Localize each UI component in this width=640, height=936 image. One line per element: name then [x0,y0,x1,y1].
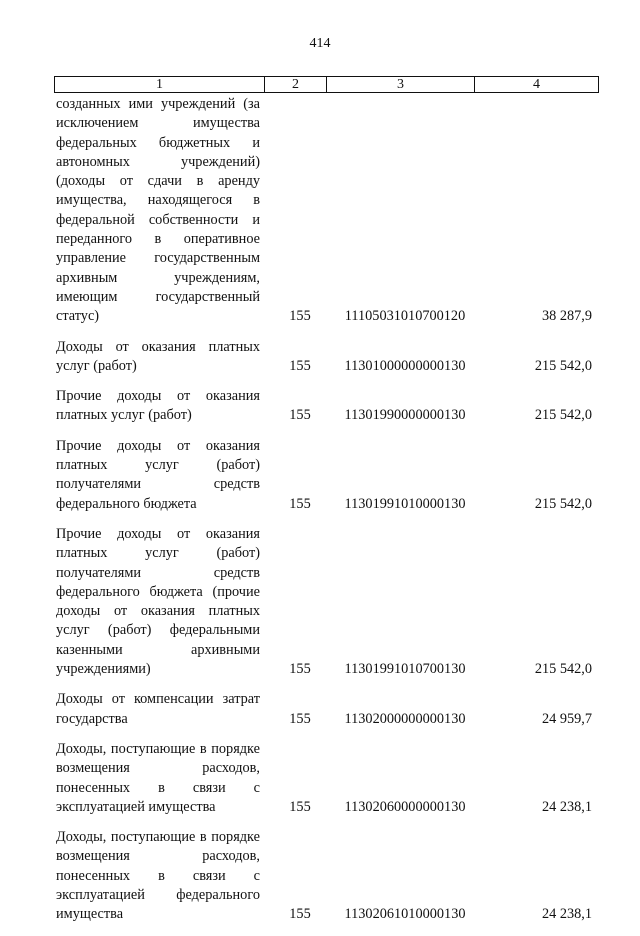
row-admin-code: 155 [289,407,311,424]
row-description: Доходы, поступающие в порядке возмещения расходов, понесенных в связи с эксплуатацией федерального имущества [56,829,260,923]
row-description: Прочие доходы от оказания платных услуг (работ) [56,388,260,424]
row-description: Доходы от компенсации затрат государства [56,691,260,727]
row-admin-code: 155 [289,710,311,727]
row-kbk: 11301991010700130 [344,661,466,678]
row-amount: 215 542,0 [534,495,592,512]
row-amount: 38 287,9 [541,308,592,325]
row-admin-code: 155 [289,357,311,374]
page-number: 414 [309,36,331,51]
row-kbk: 11301990000000130 [344,407,466,424]
row-amount: 24 238,1 [541,906,592,923]
row-description: Доходы от оказания платных услуг (работ) [56,338,260,374]
row-admin-code: 155 [289,495,311,512]
table-row [56,740,596,817]
table-row [56,95,596,327]
header-col-2: 2 [265,77,327,92]
header-col-1: 1 [55,77,265,92]
row-kbk: 11302000000000130 [344,710,466,727]
row-amount: 215 542,0 [534,357,592,374]
table-row [56,338,596,377]
row-amount: 24 959,7 [541,710,592,727]
row-kbk: 11105031010700120 [344,308,466,325]
table-row [56,690,596,729]
table-header [54,76,599,93]
table-row [56,525,596,679]
row-kbk: 11302061010000130 [344,906,466,923]
table-row [56,828,596,924]
row-kbk: 11301991010000130 [344,495,466,512]
table-body [56,95,596,936]
row-admin-code: 155 [289,906,311,923]
row-admin-code: 155 [289,308,311,325]
row-kbk: 11302060000000130 [344,798,466,815]
row-description: Прочие доходы от оказания платных услуг (работ) получателями средств федерального бюджета (прочие доходы от оказания платных услуг (работ) федеральными казенными архивными учреждениями) [56,525,260,678]
row-amount: 215 542,0 [534,407,592,424]
header-col-3: 3 [327,77,475,92]
row-description: Прочие доходы от оказания платных услуг (работ) получателями средств федерального бюджета [56,437,260,512]
header-col-4: 4 [533,77,540,92]
row-admin-code: 155 [289,661,311,678]
table-row [56,387,596,426]
row-description: Доходы, поступающие в порядке возмещения расходов, понесенных в связи с эксплуатацией имущества [56,740,260,815]
row-admin-code: 155 [289,798,311,815]
row-amount: 24 238,1 [541,798,592,815]
row-kbk: 11301000000000130 [344,357,466,374]
row-amount: 215 542,0 [534,661,592,678]
table-row [56,437,596,514]
row-description: созданных ими учреждений (за исключением имущества федеральных бюджетных и автономных учреждений) (доходы от сдачи в аренду имущества, находящегося в федеральной собственности и переданного в оперативное управление государственным архивным учреждениям, имеющим государственный статус) [56,96,260,325]
